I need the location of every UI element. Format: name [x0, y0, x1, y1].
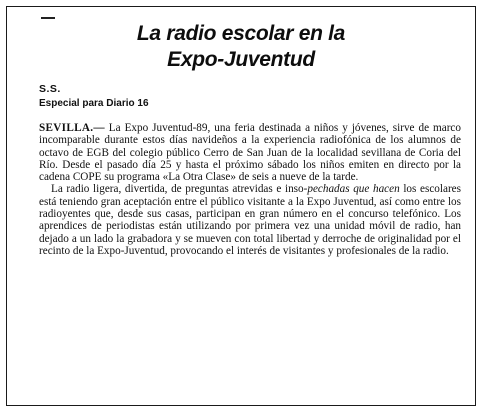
headline-line-1: La radio escolar en la [136, 22, 346, 45]
paragraph-2-italic: pechadas que hacen [307, 183, 400, 196]
headline [7, 21, 475, 73]
paragraph-2-text-after: los escolares está teniendo gran aceptación entre el público visitante a la Expo Juventud, así como entre los radioyentes que, desde sus casas, participan en gran número en el concurso telefónico. Los aprendices de periodistas están utilizando por primera vez una unidad móvil de radio, han dejado a un lado la grabadora y se mueven con total libertad y derroche de originalidad por el recinto de la Expo-Juventud, provocando el interés de visitantes y profesionales de la radio. [39, 183, 461, 257]
newspaper-clipping [6, 6, 476, 406]
byline-initials: S.S. [39, 83, 61, 95]
paragraph-1-text: La Expo Juventud-89, una feria destinada a niños y jóvenes, sirve de marco incomparable durante estos días navideños a la experiencia radiofónica de los alumnos de octavo de EGB del colegio público Cerro de San Juan de la localidad sevillana de Coria del Río. Desde el pasado día 25 y hasta el próximo sábado los niños emiten en directo por la cadena COPE su programa «La Otra Clase» de seis a nueve de la tarde. [39, 122, 461, 184]
byline-service: Especial para Diario 16 [39, 98, 149, 109]
dateline: SEVILLA.— [39, 122, 105, 134]
paragraph-1 [39, 122, 461, 183]
headline-line-2: Expo-Juventud [167, 48, 315, 71]
paragraph-2-text-before: La radio ligera, divertida, de preguntas atrevidas e inso- [51, 183, 308, 196]
corner-mark [41, 17, 55, 19]
paragraph-2 [39, 183, 461, 257]
article-body [39, 122, 461, 257]
